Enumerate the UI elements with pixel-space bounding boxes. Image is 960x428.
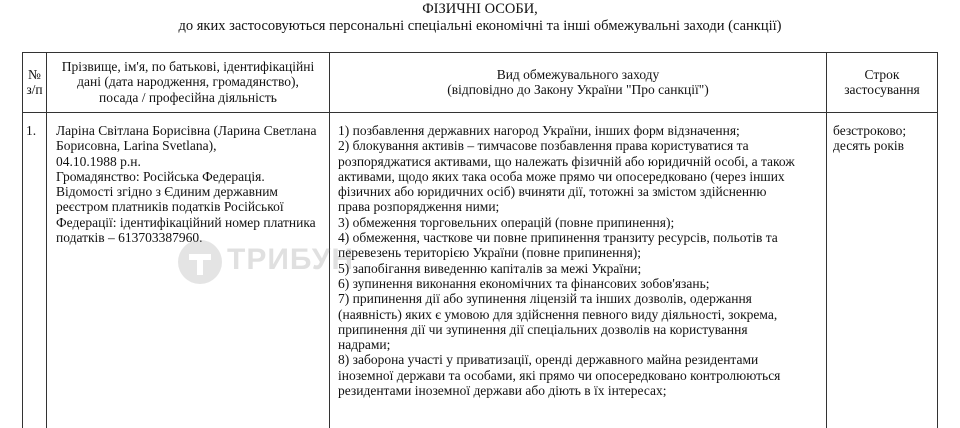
person-line: Ларіна Світлана Борисівна (Ларина Светлана	[56, 123, 317, 138]
measure-line: надрами;	[338, 337, 391, 353]
person-line: Федерації: ідентифікаційний номер платника	[56, 214, 316, 230]
measures-list	[338, 123, 824, 398]
person-info	[56, 123, 328, 245]
measure-line: права розпорядження ними;	[338, 199, 500, 215]
watermark-text: ТРИБУН	[227, 243, 355, 276]
person-line: 04.10.1988 р.н.	[56, 153, 141, 169]
measure-line: активами, щодо яких така особа може прямо чи опосередковано (через інших	[338, 168, 785, 184]
person-line: Громадянство: Російська Федерація.	[56, 168, 265, 184]
document-subtitle: до яких застосовуються персональні спеціальні економічні та інші обмежувальні заходи (санкції)	[178, 18, 782, 34]
measure-line: (наявність) яких є умовою для здійснення певного виду діяльності, зокрема,	[338, 306, 778, 322]
document-heading	[0, 1, 960, 35]
measure-line: розпоряджатися активами, що належать фізичній або юридичній особі, а також	[338, 153, 795, 169]
row-number: 1.	[26, 123, 37, 138]
person-line: реєстром платників податків Російської	[56, 199, 284, 215]
measure-line: 8) заборона участі у приватизації, оренді державного майна резидентами	[338, 352, 759, 368]
measure-line: 3) обмеження торговельних операцій (повне припинення);	[338, 214, 675, 230]
measure-line: 6) зупинення виконання економічних та фінансових зобов'язань;	[338, 275, 710, 291]
measure-line: 2) блокування активів – тимчасове позбавлення права користуватися та	[338, 138, 749, 154]
sanctions-table	[22, 52, 938, 428]
measure-line: 5) запобігання виведенню капіталів за межі України;	[338, 260, 642, 276]
term-cell	[833, 123, 937, 154]
tribun-watermark	[175, 233, 355, 291]
column-divider	[826, 53, 827, 428]
tribun-logo-icon	[175, 237, 225, 287]
document-title: ФІЗИЧНІ ОСОБИ,	[422, 1, 538, 17]
measure-line: перевезень територією України (повне припинення);	[338, 245, 642, 261]
measure-line: фізичних або юридичних осіб) вчиняти дії, тотожні за змістом здійсненню	[338, 184, 767, 200]
person-line: податків – 613703387960.	[56, 230, 203, 246]
measure-line: 4) обмеження, часткове чи повне припинення транзиту ресурсів, польотів та	[338, 230, 778, 246]
person-line: Відомості згідно з Єдиним державним	[56, 184, 278, 200]
measure-line: іноземної держави та особами, які прямо чи опосередковано контролюються	[338, 367, 781, 383]
header-divider	[23, 112, 937, 113]
header-measure: Вид обмежувального заходу (відповідно до Закону України "Про санкції")	[447, 67, 709, 98]
measure-line: 1) позбавлення державних нагород України, інших форм відзначення;	[338, 123, 740, 138]
header-number: № з/п	[26, 67, 43, 98]
column-divider	[46, 53, 47, 428]
measure-line: припинення дії чи зупинення дії спеціальних дозволів на користування	[338, 321, 748, 337]
header-term: Строк застосування	[844, 67, 920, 98]
term-line: десять років	[833, 138, 905, 154]
header-person: Прізвище, ім'я, по батькові, ідентифікаційні дані (дата народження, громадянство), посада / професійна діяльність	[61, 59, 315, 105]
measure-line: резидентами іноземної держави або діють в їх інтересах;	[338, 383, 667, 399]
term-line: безстроково;	[833, 123, 907, 138]
person-line: Борисовна, Larina Svetlana),	[56, 138, 217, 154]
measure-line: 7) припинення дії або зупинення ліцензій та інших дозволів, одержання	[338, 291, 752, 307]
